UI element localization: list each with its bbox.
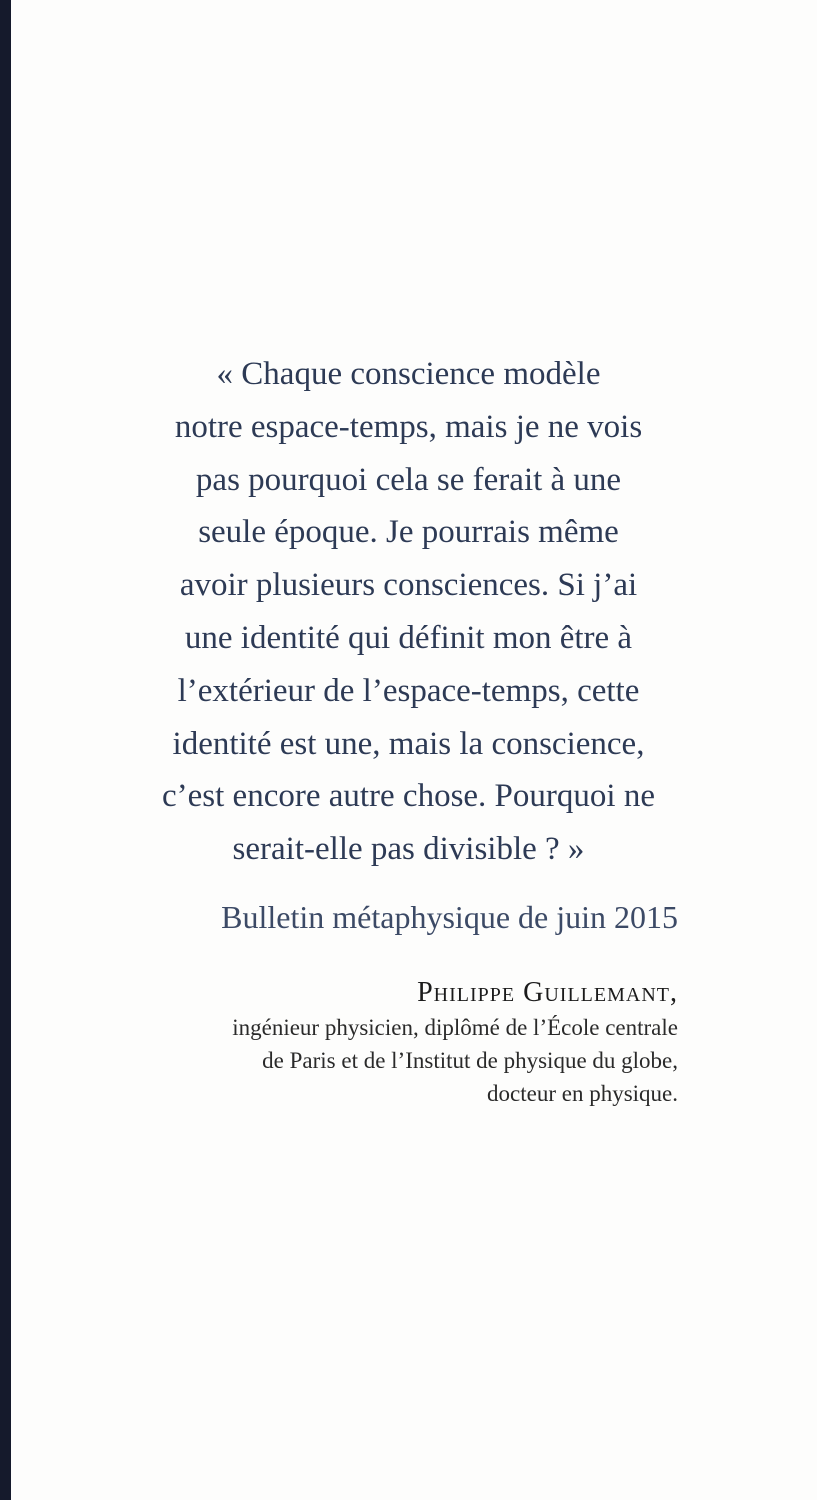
quote-block xyxy=(40,348,777,876)
quote-line: une identité qui définit mon être à xyxy=(184,619,633,656)
quote-line: seule époque. Je pourrais même xyxy=(198,514,619,551)
credential-line: docteur en physique. xyxy=(487,1081,678,1106)
book-spine-edge xyxy=(0,0,11,1500)
quote-line: l’extérieur de l’espace-temps, cette xyxy=(177,672,640,709)
quote-line: pas pourquoi cela se ferait à une xyxy=(195,461,622,498)
quote-line: notre espace-temps, mais je ne vois xyxy=(174,408,643,445)
author-credentials xyxy=(100,1011,678,1110)
credential-line: ingénieur physicien, diplômé de l’École centrale xyxy=(232,1015,678,1040)
quote-line: identité est une, mais la conscience, xyxy=(172,725,645,762)
credential-line: de Paris et de l’Institut de physique du globe, xyxy=(262,1048,678,1073)
quote-source: Bulletin métaphysique de juin 2015 xyxy=(221,899,678,935)
quote-line: avoir plusieurs consciences. Si j’ai xyxy=(179,567,638,604)
quote-line: serait-elle pas divisible ? » xyxy=(232,831,585,868)
quote-line: c’est encore autre chose. Pourquoi ne xyxy=(162,778,655,815)
author-name: Philippe Guillemant, xyxy=(417,977,678,1008)
quote-line: « Chaque conscience modèle xyxy=(216,356,601,392)
